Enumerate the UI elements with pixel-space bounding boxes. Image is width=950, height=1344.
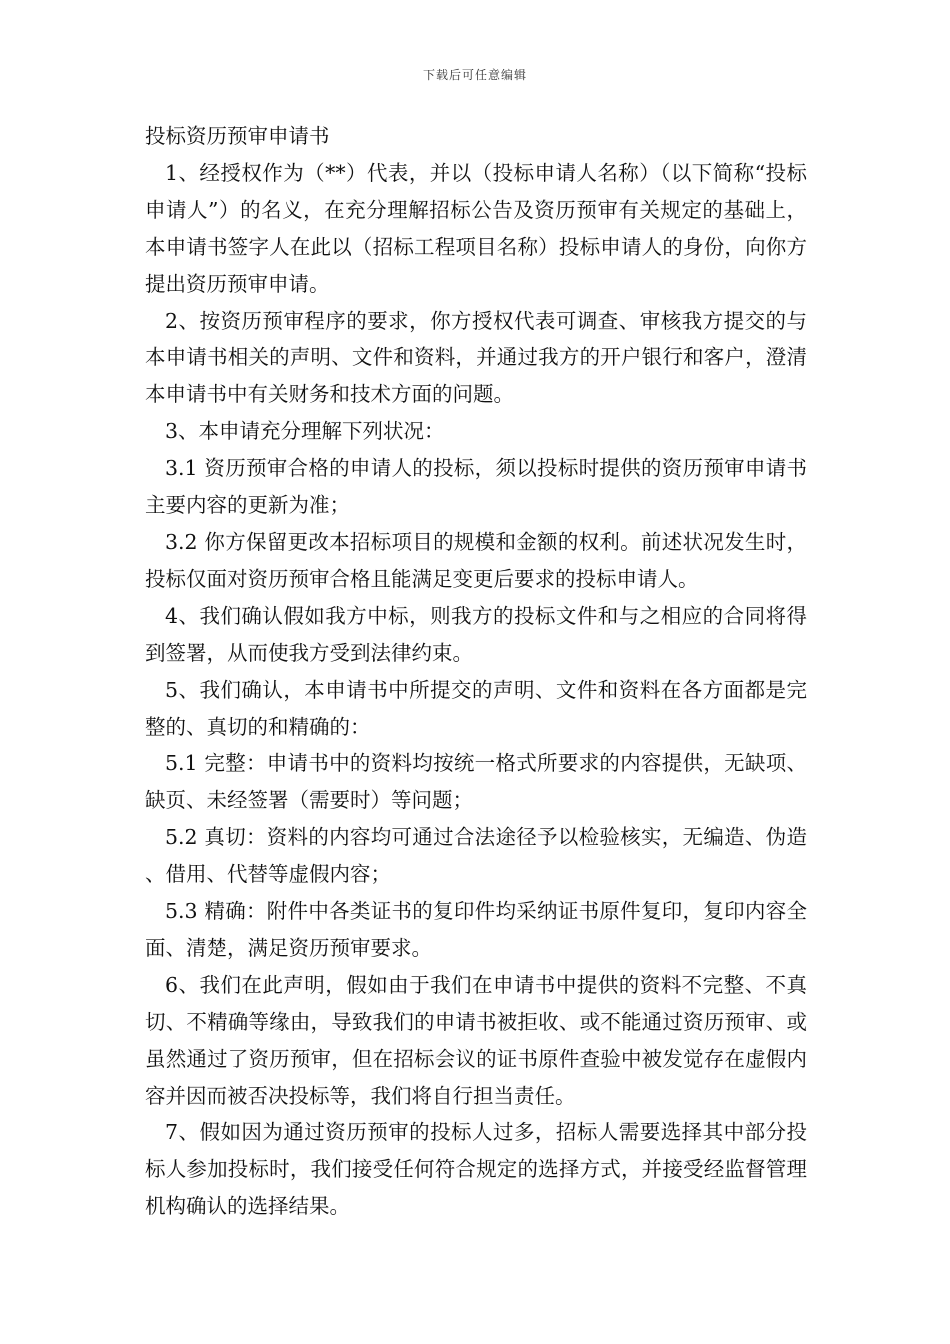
paragraph-5: 5、我们确认，本申请书中所提交的声明、文件和资料在各方面都是完整的、真切的和精确的： xyxy=(145,677,807,739)
paragraph-3: 3、本申请充分理解下列状况： xyxy=(165,419,445,444)
paragraph-2: 2、按资历预审程序的要求，你方授权代表可调查、审核我方提交的与本申请书相关的声明、文件和资料，并通过我方的开户银行和客户，澄清本申请书中有关财务和技术方面的问题。 xyxy=(145,308,807,407)
paragraph-5-3: 5.3 精确：附件中各类证书的复印件均采纳证书原件复印，复印内容全面、清楚，满足资历预审要求。 xyxy=(145,899,807,960)
paragraph-1: 1、经授权作为（**）代表，并以（投标申请人名称）（以下简称“投标申请人”）的名义，在充分理解招标公告及资历预审有关规定的基础上，本申请书签字人在此以（招标工程项目名称）投标申请人的身份，向你方提出资历预审申请。 xyxy=(145,160,807,296)
page-header-note: 下载后可任意编辑 xyxy=(422,68,527,82)
paragraph-7: 7、假如因为通过资历预审的投标人过多，招标人需要选择其中部分投标人参加投标时，我们接受任何符合规定的选择方式，并接受经监督管理机构确认的选择结果。 xyxy=(145,1120,807,1219)
paragraph-3-1: 3.1 资历预审合格的申请人的投标，须以投标时提供的资历预审申请书主要内容的更新为准； xyxy=(145,456,807,518)
document-title: 投标资历预审申请书 xyxy=(145,124,330,148)
paragraph-6: 6、我们在此声明，假如由于我们在申请书中提供的资料不完整、不真切、不精确等缘由，导致我们的申请书被拒收、或不能通过资历预审、或虽然通过了资历预审，但在招标会议的证书原件查验中被发觉存在虚假内容并因而被否决投标等，我们将自行担当责任。 xyxy=(145,972,807,1108)
paragraph-5-1: 5.1 完整：申请书中的资料均按统一格式所要求的内容提供，无缺项、缺页、未经签署（需要时）等问题； xyxy=(145,751,807,813)
document-body xyxy=(145,118,807,1225)
paragraph-3-2: 3.2 你方保留更改本招标项目的规模和金额的权利。前述状况发生时，投标仅面对资历预审合格且能满足变更后要求的投标申请人。 xyxy=(145,529,807,591)
paragraph-5-2: 5.2 真切：资料的内容均可通过合法途径予以检验核实，无编造、伪造、借用、代替等虚假内容； xyxy=(145,825,807,887)
paragraph-4: 4、我们确认假如我方中标，则我方的投标文件和与之相应的合同将得到签署，从而使我方受到法律约束。 xyxy=(145,603,807,665)
